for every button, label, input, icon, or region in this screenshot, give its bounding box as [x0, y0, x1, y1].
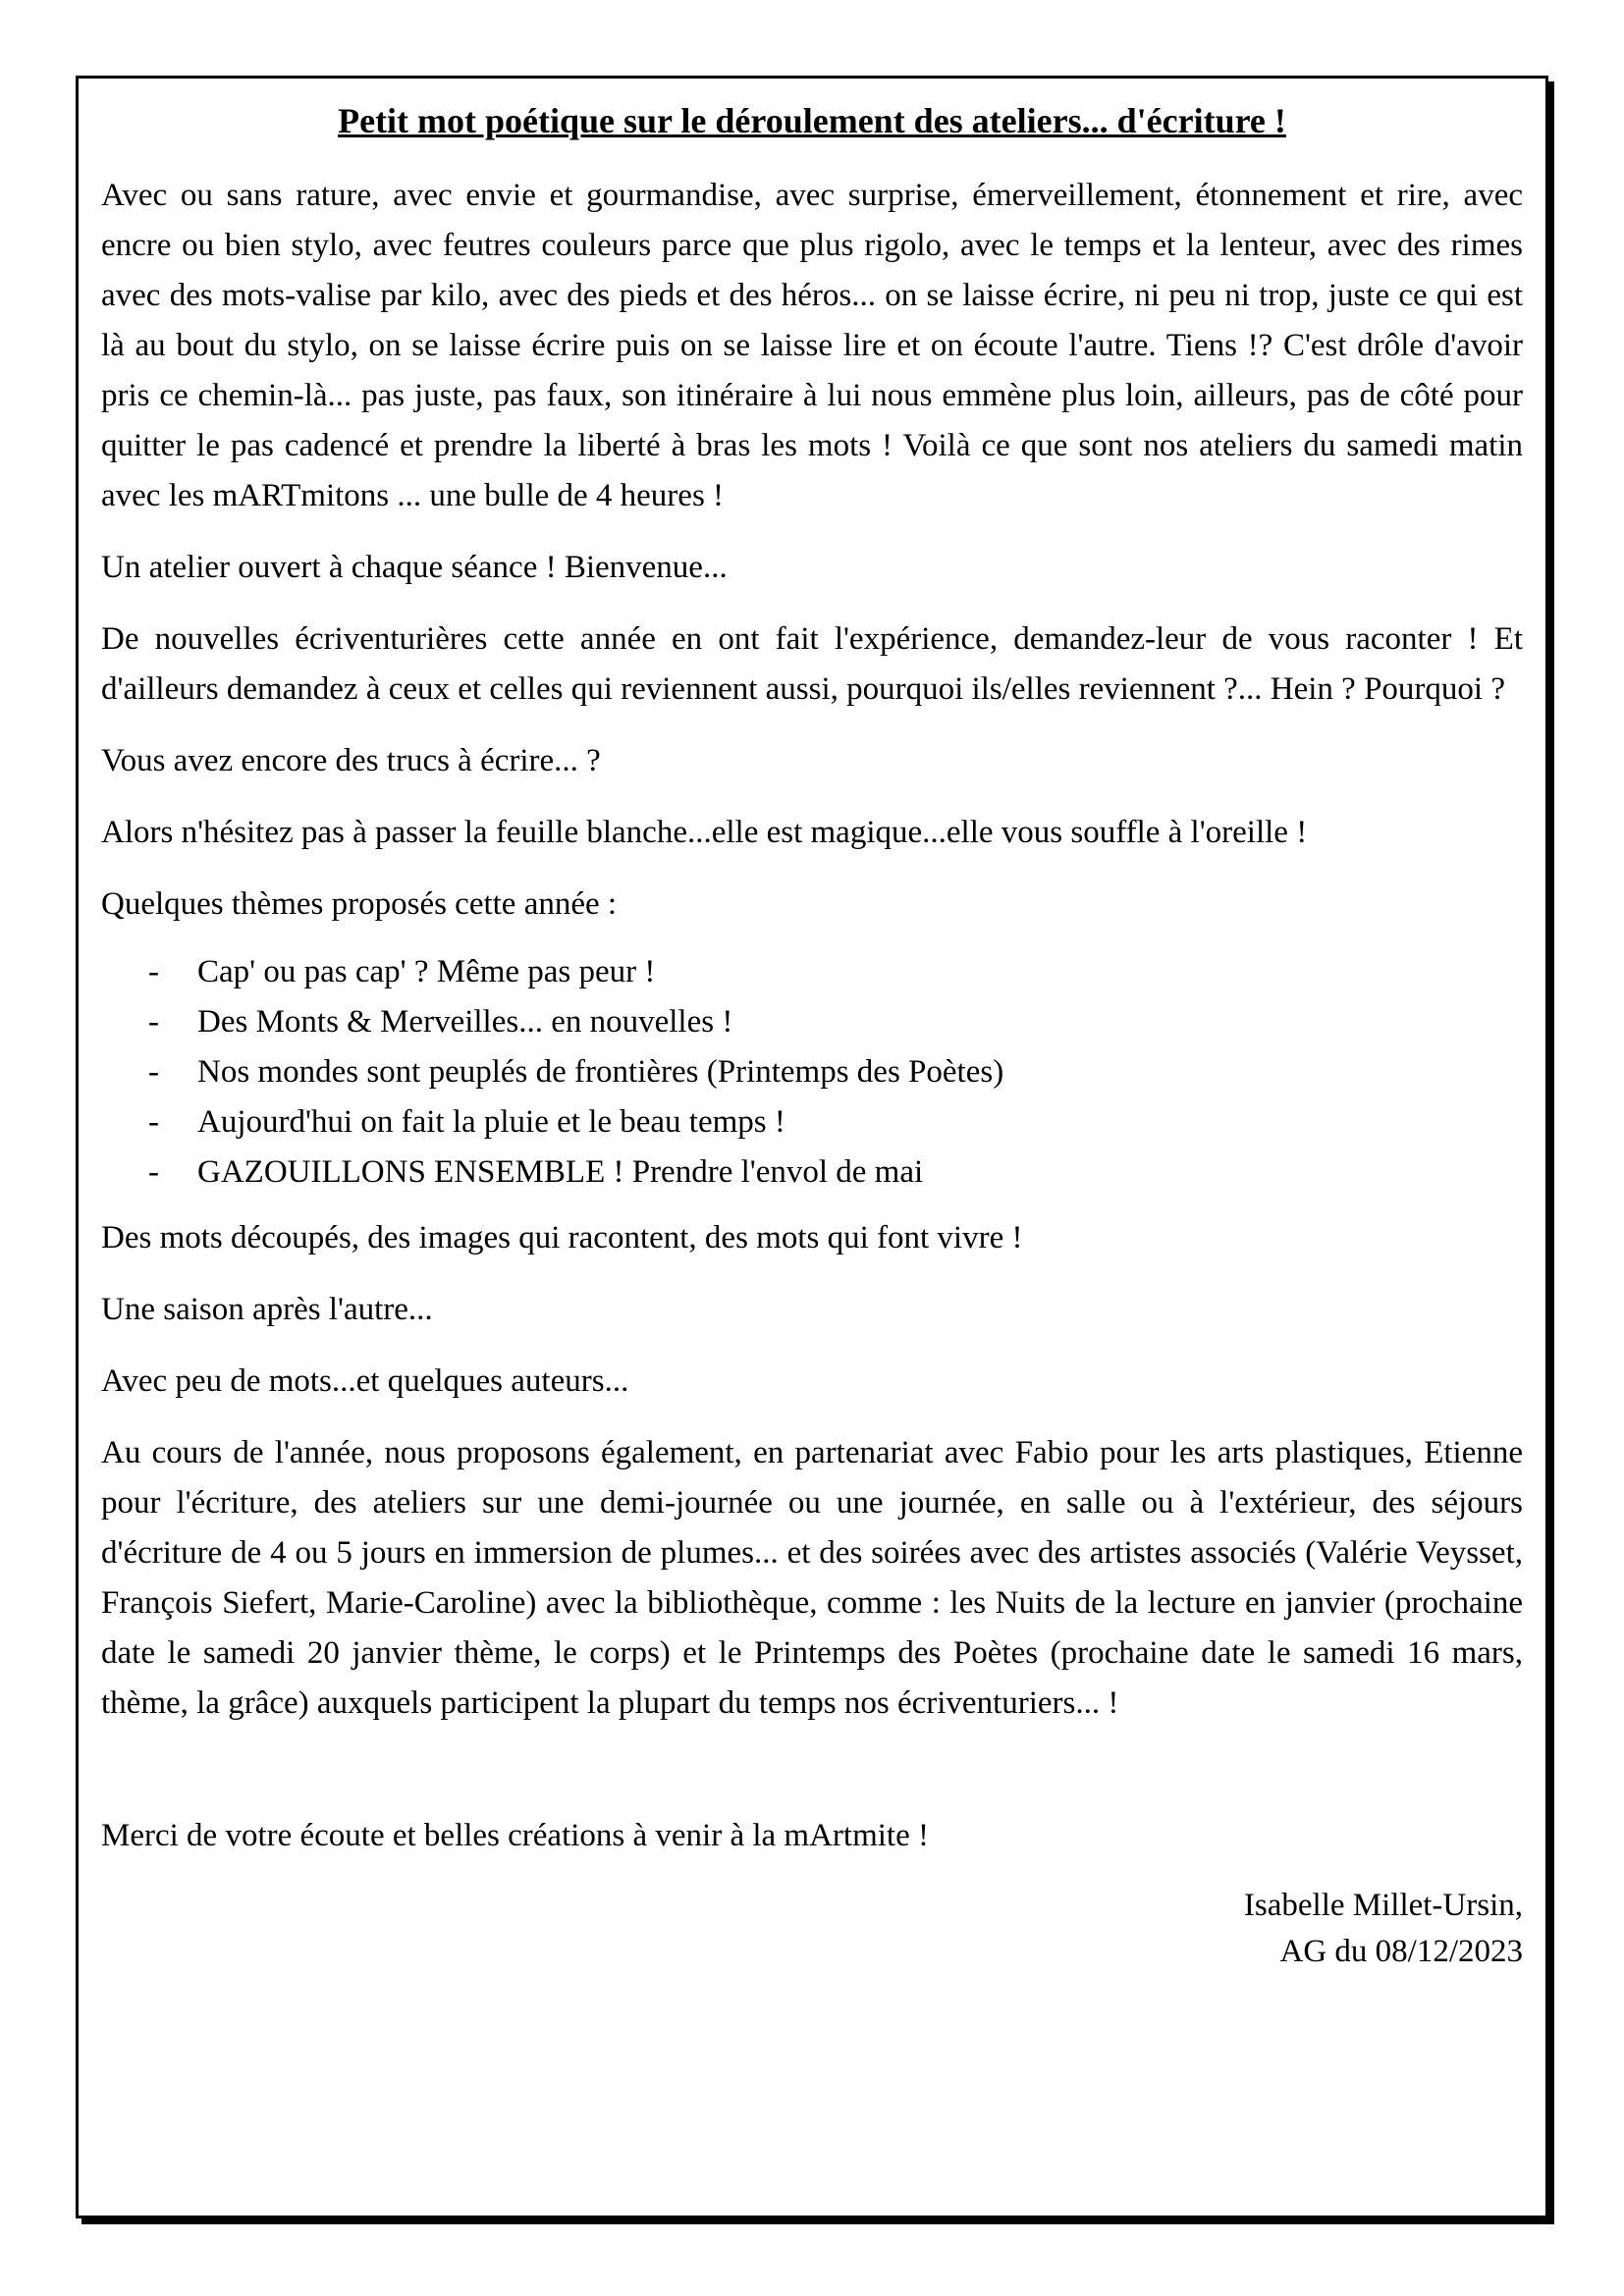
- list-dash: -: [148, 1104, 159, 1140]
- closing-line: Merci de votre écoute et belles créations à venir à la mArtmite !: [101, 1818, 929, 1853]
- spacer: [101, 1750, 1523, 1811]
- paragraph-blank-page: Alors n'hésitez pas à passer la feuille blanche...elle est magique...elle vous souffle à l'oreille !: [101, 815, 1308, 850]
- paragraph-welcome: Un atelier ouvert à chaque séance ! Bienvenue...: [101, 550, 728, 585]
- list-item: [101, 947, 1523, 997]
- paragraph-intro: Avec ou sans rature, avec envie et gourmandise, avec surprise, émerveillement, étonnement et rire, avec encre ou bien stylo, avec feutres couleurs parce que plus rigolo, avec le temps et la lenteur, avec des rimes avec des mots-valise par kilo, avec des pieds et des héros... on se laisse écrire, ni peu ni trop, juste ce qui est là au bout du stylo, on se laisse écrire puis on se laisse lire et on écoute l'autre. Tiens !? C'est drôle d'avoir pris ce chemin-là... pas juste, pas faux, son itinéraire à lui nous emmène plus loin, ailleurs, pas de côté pour quitter le pas cadencé et prendre la liberté à bras les mots ! Voilà ce que sont nos ateliers du samedi matin avec les mARTmitons ... une bulle de 4 heures !: [101, 178, 1523, 513]
- signature-name: Isabelle Millet-Ursin,: [1243, 1888, 1523, 1923]
- theme-label: Aujourd'hui on fait la pluie et le beau temps !: [197, 1104, 785, 1140]
- paragraph-partnership: Au cours de l'année, nous proposons également, en partenariat avec Fabio pour les arts plastiques, Etienne pour l'écriture, des ateliers sur une demi-journée ou une journée, en salle ou à l'extérieur, des séjours d'écriture de 4 ou 5 jours en immersion de plumes... et des soirées avec des artistes associés (Valérie Veysset, François Siefert, Marie-Caroline) avec la bibliothèque, comme : les Nuits de la lecture en janvier (prochaine date le samedi 20 janvier thème, le corps) et le Printemps des Poètes (prochaine date le samedi 16 mars, thème, la grâce) auxquels participent la plupart du temps nos écriventuriers... !: [101, 1435, 1523, 1721]
- paragraph-themes-intro: Quelques thèmes proposés cette année :: [101, 886, 618, 922]
- theme-label: Nos mondes sont peuplés de frontières (Printemps des Poètes): [197, 1054, 1004, 1090]
- theme-label: Cap' ou pas cap' ? Même pas peur !: [197, 954, 656, 989]
- list-dash: -: [148, 1054, 159, 1090]
- signature-event: AG du 08/12/2023: [1279, 1934, 1523, 1969]
- document-frame: [76, 76, 1548, 2218]
- paragraph-cut-words: Des mots découpés, des images qui racontent, des mots qui font vivre !: [101, 1220, 1023, 1255]
- list-dash: -: [148, 954, 159, 989]
- list-item: [101, 1047, 1523, 1097]
- signature-block: [101, 1883, 1523, 1975]
- paragraph-question: Vous avez encore des trucs à écrire... ?: [101, 743, 601, 778]
- document-content: [101, 98, 1523, 1975]
- themes-list: [101, 947, 1523, 1198]
- paragraph-few-words: Avec peu de mots...et quelques auteurs...: [101, 1363, 629, 1399]
- document-title: Petit mot poétique sur le déroulement des ateliers... d'écriture !: [338, 101, 1286, 140]
- list-item: [101, 1097, 1523, 1148]
- list-item: [101, 1148, 1523, 1198]
- list-dash: -: [148, 1154, 159, 1190]
- theme-label: Des Monts & Merveilles... en nouvelles !: [197, 1004, 733, 1040]
- paragraph-season: Une saison après l'autre...: [101, 1292, 433, 1327]
- paragraph-new-writers: De nouvelles écriventurières cette année en ont fait l'expérience, demandez-leur de vous raconter ! Et d'ailleurs demandez à ceux et celles qui reviennent aussi, pourquoi ils/elles reviennent ?... Hein ? Pourquoi ?: [101, 621, 1523, 707]
- list-dash: -: [148, 1004, 159, 1040]
- list-item: [101, 997, 1523, 1047]
- theme-label: GAZOUILLONS ENSEMBLE ! Prendre l'envol de mai: [197, 1154, 924, 1190]
